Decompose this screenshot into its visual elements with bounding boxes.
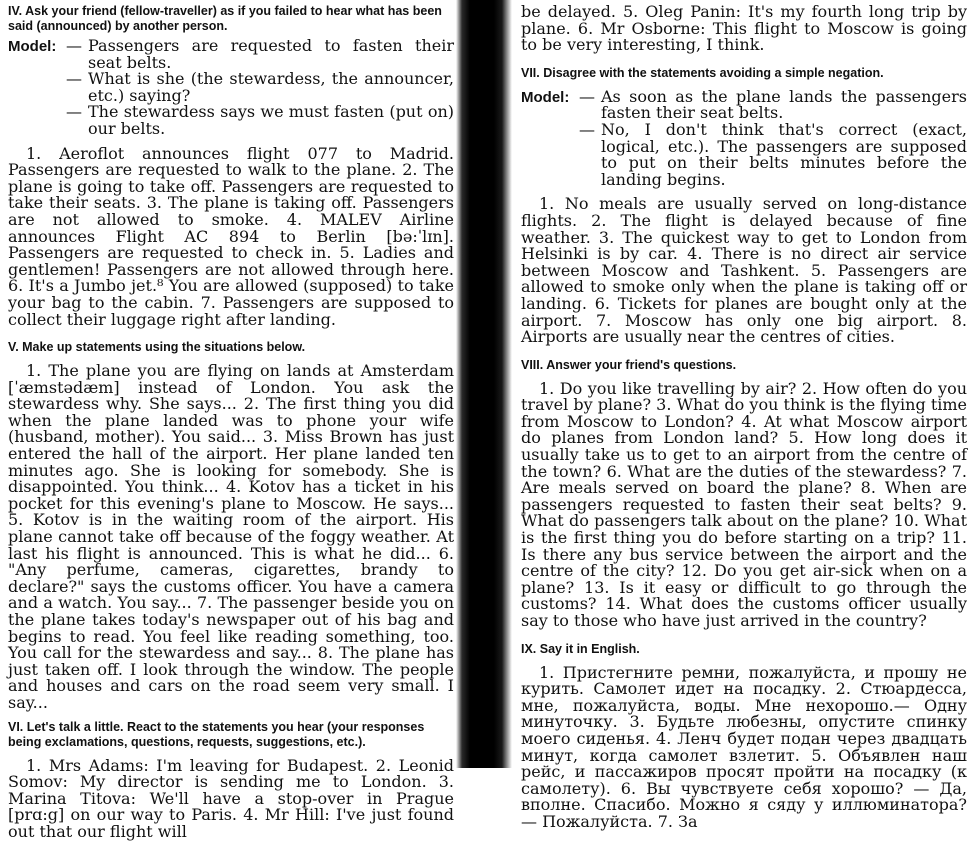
exercise-7-model bbox=[521, 86, 967, 189]
model-line bbox=[579, 119, 967, 189]
exercise-9-heading: IX. Say it in English. bbox=[521, 641, 640, 656]
right-page bbox=[513, 0, 971, 831]
model-line bbox=[66, 104, 454, 137]
exercise-7-body: 1. No meals are usually served on long-distance flights. 2. The flight is delayed because of fine weather. 3. The quickest way to get to London from Helsinki is by car. 4. There is no direct air service between Moscow and Tashkent. 5. Passengers are allowed to smoke only when the plane is taking off or landing. 6. Tickets for planes are bought only at the airport. 7. Moscow has only one big airport. 8. Airports are usually near the centres of cities. bbox=[521, 194, 967, 347]
exercise-4-body: 1. Aeroflot announces flight 077 to Madrid. Passengers are requested to walk to the plane. 2. The plane is going to take off. Passengers are requested to take their seats. 3. The plane is taking off. Passengers are not allowed to smoke. 4. MALEV Airline announces Flight AC 894 to Berlin [bə:ˈlɪn]. Passengers are requested to check in. 5. Ladies and gentlemen! Passengers are not allowed through here. 6. It's a Jumbo jet.⁸ You are allowed (supposed) to take your bag to the cabin. 7. Passengers are supposed to collect their luggage right after landing. bbox=[8, 143, 454, 329]
dash: — bbox=[579, 119, 595, 139]
dash: — bbox=[579, 86, 595, 106]
model-line-text: Passengers are requested to fasten their seat belts. bbox=[88, 36, 454, 72]
exercise-8-body: 1. Do you like travelling by air? 2. How often do you travel by plane? 3. What do you think is the flying time from Moscow to London? 4. At what Moscow airport do planes from London land? 5. How long does it usually take us to get to an airport from the centre of the town? 6. What are the duties of the stewardess? 7. Are meals served on board the plane? 8. When are passengers requested to fasten their seat belts? 9. What do passengers talk about on the plane? 10. What is the first thing you do before starting on a trip? 11. Is there any bus service between the airport and the centre of the city? 12. Do you get air-sick when on a plane? 13. Is it easy or difficult to go through the customs? 14. What does the customs officer usually say to those who have just arrived in the country? bbox=[521, 378, 967, 630]
exercise-5-heading: V. Make up statements using the situations below. bbox=[8, 340, 306, 355]
model-line bbox=[579, 86, 967, 123]
book-spine-shadow bbox=[456, 0, 512, 768]
exercise-6-body: 1. Mrs Adams: I'm leaving for Budapest. 2. Leonid Somov: My director is sending me to London. 3. Marina Titova: We'll have a stop-over in Prague [prɑ:g] on our way to Paris. 4. Mr Hill: I've just found out that our flight will bbox=[8, 755, 454, 841]
model-line-text: The stewardess says we must fasten (put on) our belts. bbox=[88, 102, 454, 138]
model-line bbox=[66, 71, 454, 104]
exercise-9-body: 1. Пристегните ремни, пожалуйста, и прошу не курить. Самолет идет на посадку. 2. Стюардесса, мне, пожалуйста, воды. Мне нехорошо.— Одну минуточку. 3. Будьте любезны, опустите спинку моего сиденья. 4. Ленч будет подан через двадцать минут, когда самолет взлетит. 5. Объявлен наш рейс, и пассажиров просят пройти на посадку (к самолету). 6. Вы чувствуете себя хорошо? — Да, вполне. Спасибо. Можно я сяду у иллюминатора? — Пожалуйста. 7. За bbox=[521, 662, 967, 831]
model-line bbox=[66, 38, 454, 71]
exercise-7-heading: VII. Disagree with the statements avoiding a simple negation. bbox=[521, 65, 884, 80]
dash: — bbox=[66, 102, 82, 122]
exercise-4-heading: IV. Ask your friend (fellow-traveller) as if you failed to hear what has been said (announced) by another person. bbox=[8, 4, 442, 33]
model-label: Model: bbox=[8, 38, 57, 55]
model-label: Model: bbox=[521, 88, 570, 106]
model-line-text: What is she (the stewardess, the announcer, etc.) saying? bbox=[88, 69, 454, 105]
model-line-text: No, I don't think that's correct (exact, logical, etc.). The passengers are supposed to put on their belts minutes before the landing begins. bbox=[601, 119, 967, 189]
dash: — bbox=[66, 69, 82, 89]
model-line-text: As soon as the plane lands the passengers fasten their seat belts. bbox=[601, 86, 967, 123]
exercise-6-heading: VI. Let's talk a little. React to the statements you hear (your responses being exclamations, questions, requests, suggestions, etc.). bbox=[8, 719, 425, 749]
exercise-8-heading: VIII. Answer your friend's questions. bbox=[521, 357, 737, 372]
exercise-5-body: 1. The plane you are flying on lands at Amsterdam [ˈæmstədæm] instead of London. You ask the stewardess why. She says... 2. The first thing you did when the plane landed was to phone your wife (husband, mother). You said... 3. Miss Brown has just entered the hall of the airport. Her plane landed ten minutes ago. She is looking for somebody. She is disappointed. You think... 4. Kotov has a ticket in his pocket for this evening's plane to Moscow. He says... 5. Kotov is in the waiting room of the airport. His plane cannot take off because of the foggy weather. At last his flight is announced. This is what he did... 6. "Any perfume, cameras, cigarettes, brandy to declare?" says the customs officer. You have a camera and a watch. You say... 7. The passenger beside you on the plane takes today's newspaper out of his bag and begins to read. You feel like reading something, too. You call for the stewardess and say... 8. The plane has just taken off. I look through the window. The people and houses and cars on the road seem very small. I say... bbox=[8, 361, 454, 712]
exercise-4-model bbox=[8, 38, 454, 138]
dash: — bbox=[66, 36, 82, 55]
exercise-6-continuation: be delayed. 5. Oleg Panin: It's my fourth long trip by plane. 6. Mr Osborne: This flight to Moscow is going to be very interesting, I think. bbox=[521, 2, 967, 55]
left-page bbox=[0, 0, 458, 841]
